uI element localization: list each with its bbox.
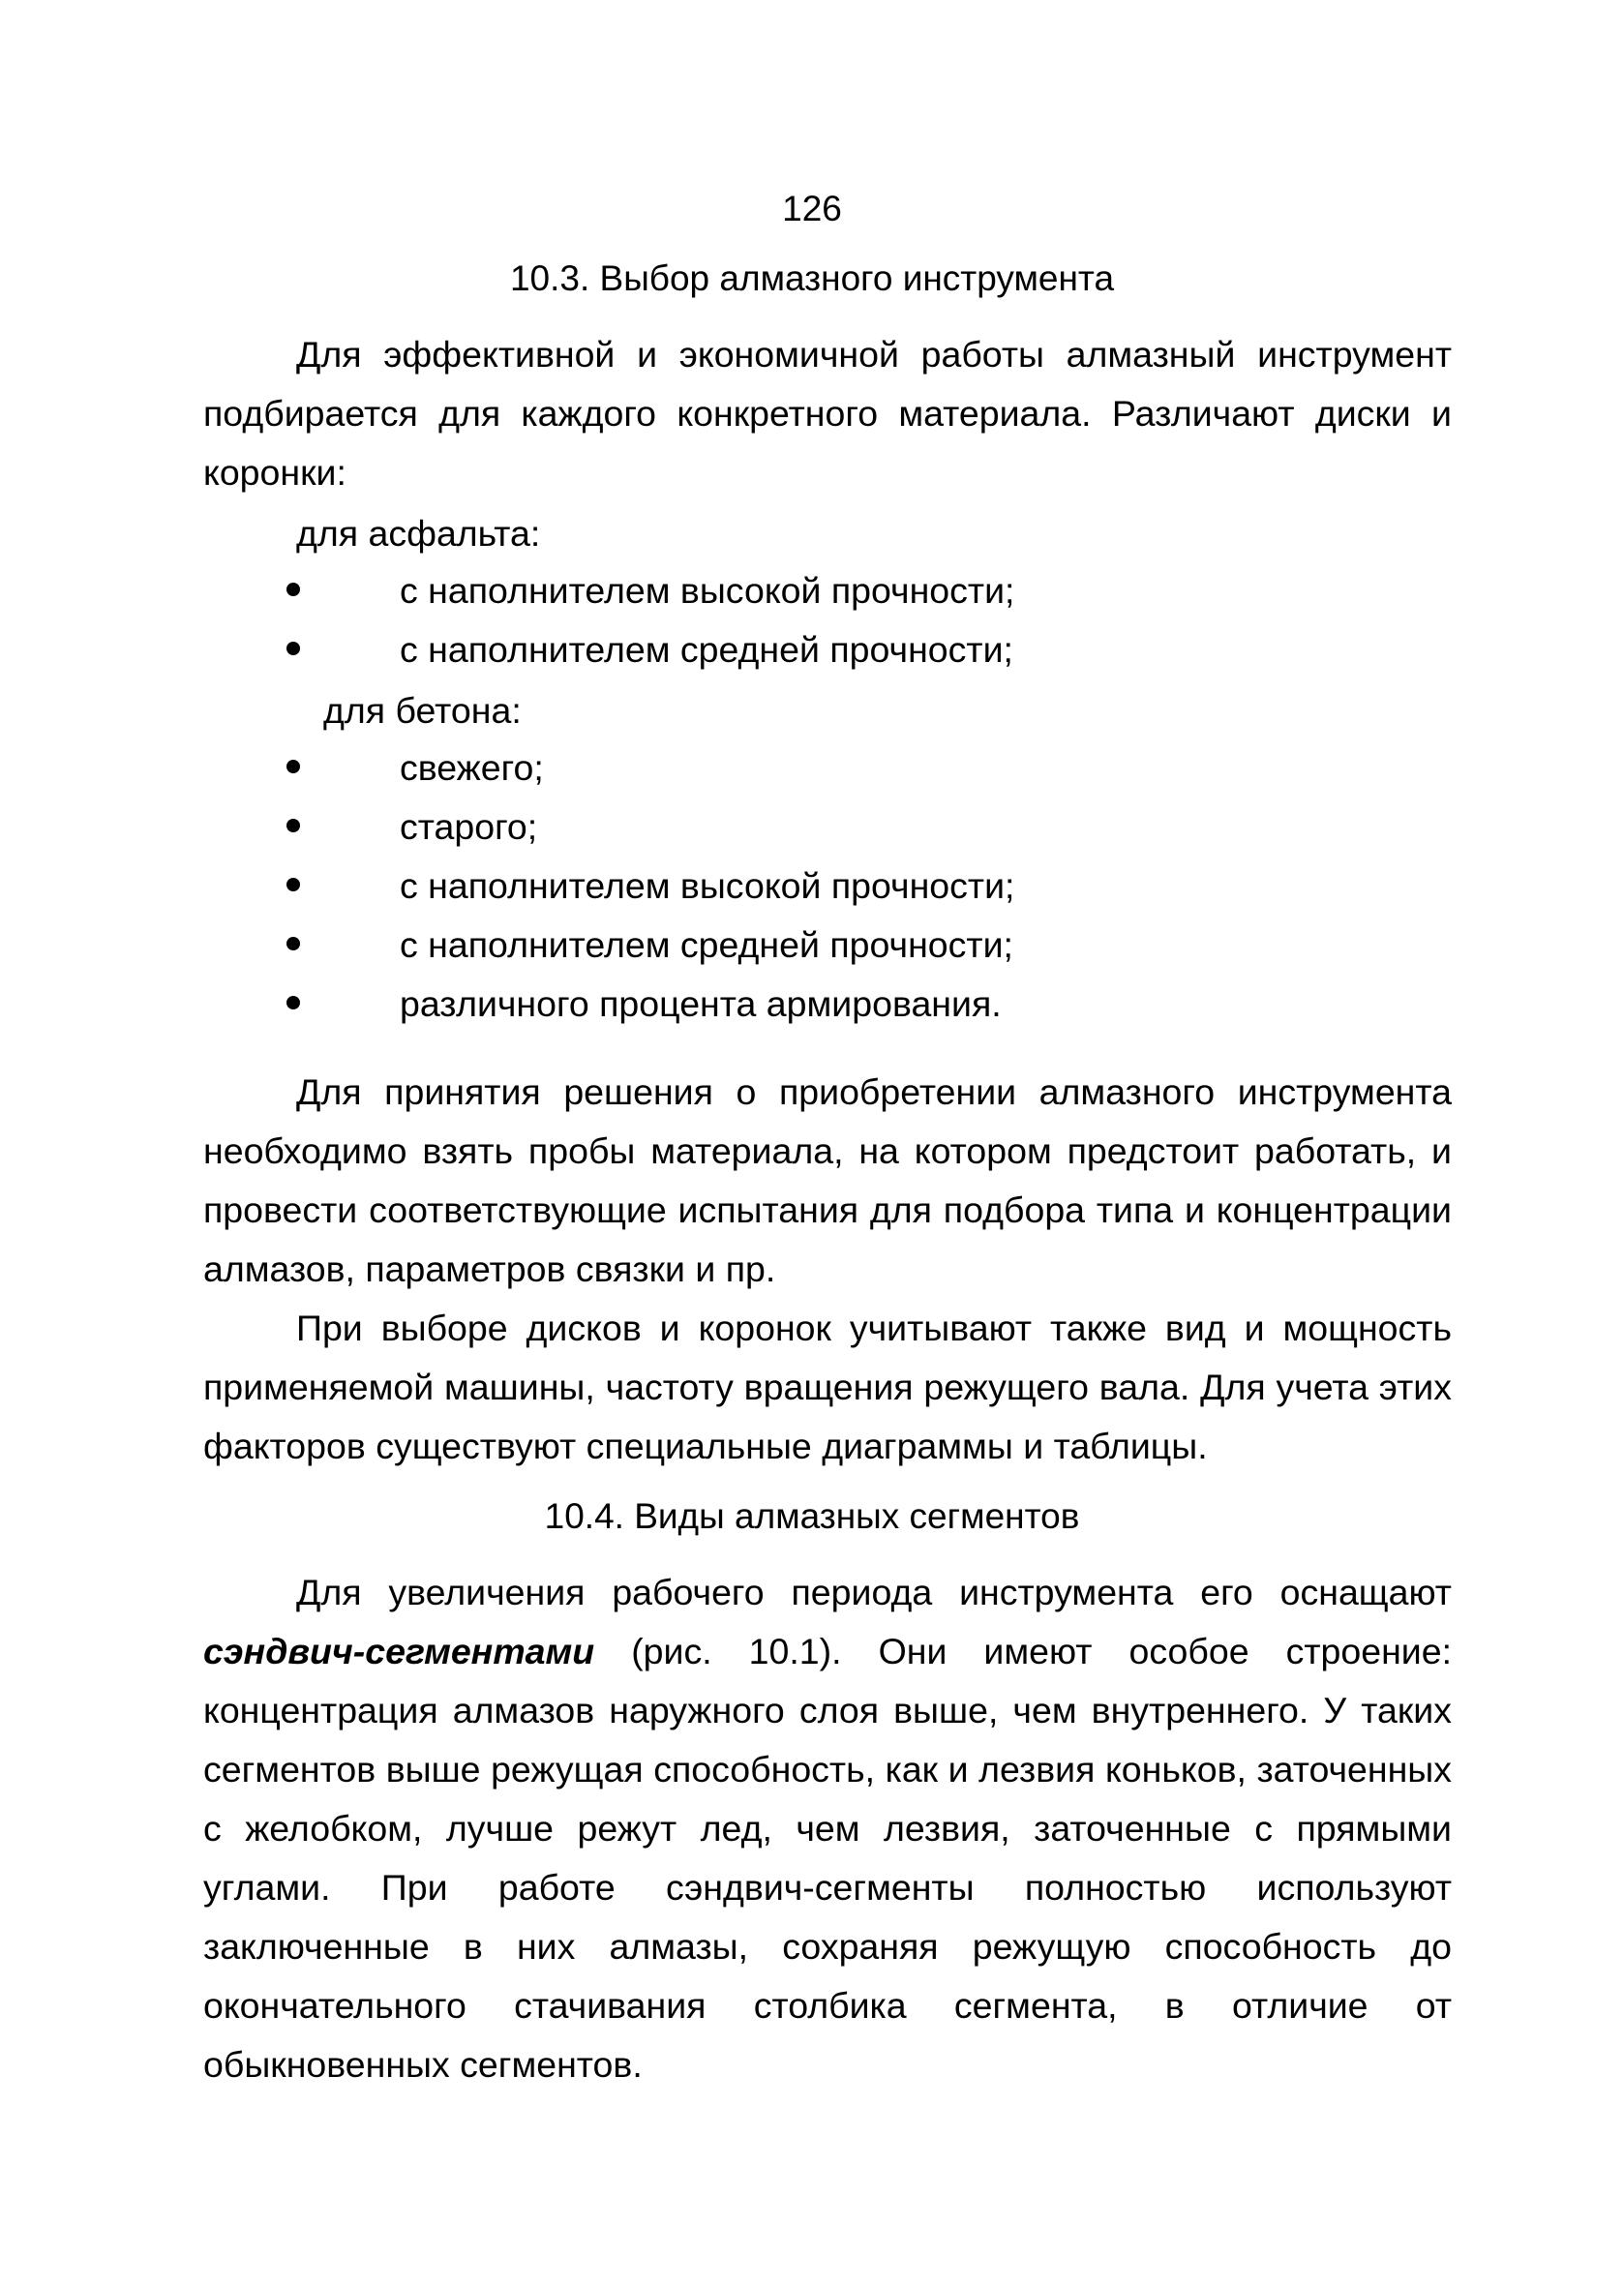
list-item-text: различного процента армирования.: [400, 983, 1002, 1024]
list-item: [0, 916, 1624, 975]
list-item-text: свежего;: [400, 747, 544, 788]
list-item: [0, 857, 1624, 916]
bullet-icon: [286, 819, 300, 832]
paragraph-segments: [203, 1563, 1452, 2094]
bullet-icon: [286, 878, 300, 891]
paragraph-intro-text: Для эффективной и экономичной работы алмазный инструмент подбирается для каждого конкретного материала. Различают диски и коронки:: [203, 334, 1452, 493]
list-item-text: с наполнителем средней прочности;: [400, 924, 1013, 965]
paragraph-choice-text: При выборе дисков и коронок учитывают также вид и мощность применяемой машины, частоту вращения режущего вала. Для учета этих факторов существуют специальные диаграммы и таблицы.: [203, 1308, 1452, 1466]
list-item: [0, 738, 1624, 797]
list-item: [0, 561, 1624, 620]
list-item-text: старого;: [400, 806, 538, 847]
bullet-icon: [286, 996, 300, 1009]
list-item: [0, 620, 1624, 679]
paragraph-segments-start: Для увеличения рабочего периода инструмента его оснащают: [296, 1572, 1452, 1612]
asphalt-label: для асфальта:: [296, 513, 541, 554]
paragraph-decision: [203, 1063, 1452, 1299]
list-item: [0, 975, 1624, 1034]
concrete-label: для бетона:: [323, 690, 522, 731]
page-number: 126: [782, 189, 842, 228]
bullet-icon: [286, 760, 300, 773]
paragraph-segments-rest: (рис. 10.1). Они имеют особое строение: концентрация алмазов наружного слоя выше, чем внутреннего. У таких сегментов выше режущая способность, как и лезвия коньков, заточенных с желобком, лучше режут лед, чем лезвия, заточенные с прямыми углами. При работе сэндвич-сегменты полностью используют заключенные в них алмазы, сохраняя режущую способность до окончательного стачивания столбика сегмента, в отличие от обыкновенных сегментов.: [203, 1631, 1452, 2085]
section-heading-10-4: 10.4. Виды алмазных сегментов: [544, 1496, 1080, 1536]
paragraph-choice: [203, 1299, 1452, 1476]
section-heading-10-3: 10.3. Выбор алмазного инструмента: [509, 258, 1115, 298]
list-item-text: с наполнителем высокой прочности;: [400, 570, 1015, 611]
list-item-text: с наполнителем средней прочности;: [400, 629, 1013, 670]
bullet-icon: [286, 642, 300, 655]
bullet-icon: [286, 937, 300, 950]
list-item: [0, 797, 1624, 857]
bullet-icon: [286, 583, 300, 596]
list-item-text: с наполнителем высокой прочности;: [400, 865, 1015, 906]
paragraph-decision-text: Для принятия решения о приобретении алмазного инструмента необходимо взять пробы материала, на котором предстоит работать, и провести соответствующие испытания для подбора типа и концентрации алмазов, параметров связки и пр.: [203, 1071, 1452, 1289]
paragraph-segments-emphasis: сэндвич-сегментами: [203, 1631, 595, 1671]
paragraph-intro: [203, 325, 1452, 502]
